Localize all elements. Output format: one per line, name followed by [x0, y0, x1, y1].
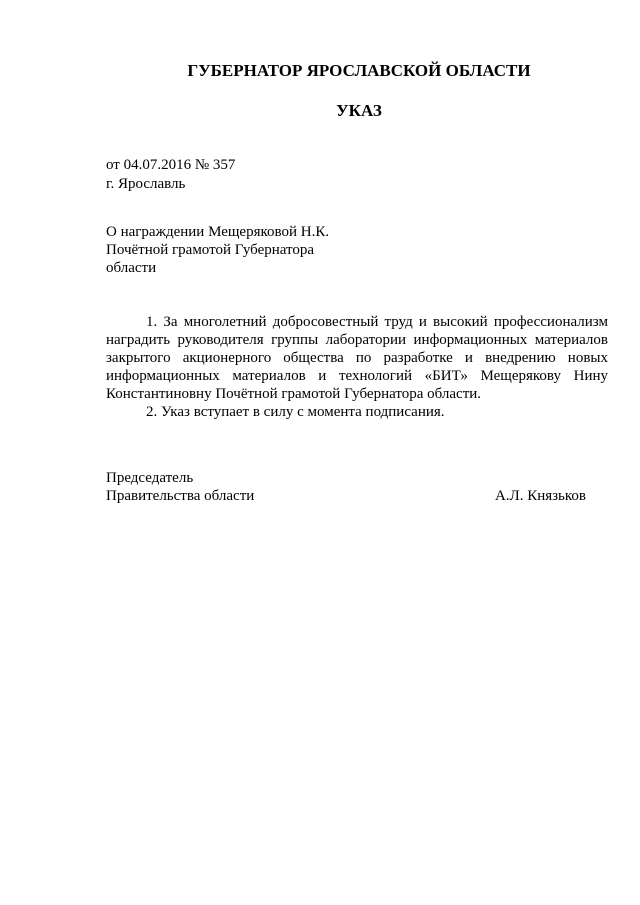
subject-line: Почётной грамотой Губернатора: [106, 242, 315, 258]
signatory-name: А.Л. Князьков: [494, 488, 586, 504]
decree-paragraph-1: 1. За многолетний добросовестный труд и высокий профессионализм наградить руководителя группы лаборатории информационных материалов закрытого акционерного общества по разработке и внедрению новых информационных материалов и технологий «БИТ» Мещерякову Нину Константиновну Почётной грамотой Губернатора области.: [106, 314, 608, 402]
city: г. Ярославль: [106, 176, 186, 192]
signatory-position-line1: Председатель: [106, 470, 194, 486]
subject-line: О награждении Мещеряковой Н.К.: [106, 224, 330, 240]
signature-row: [106, 487, 586, 505]
document-type-heading: УКАЗ: [336, 101, 382, 120]
subject-line: области: [106, 260, 157, 276]
decree-paragraph-2: 2. Указ вступает в силу с момента подписания.: [146, 404, 445, 420]
signature-block: [106, 469, 586, 505]
subject-block: [106, 223, 366, 277]
date-and-number: от 04.07.2016 № 357: [106, 157, 236, 173]
signatory-position-line2: Правительства области: [106, 488, 255, 504]
document-authority-heading: ГУБЕРНАТОР ЯРОСЛАВСКОЙ ОБЛАСТИ: [187, 61, 531, 80]
decree-body: [106, 313, 608, 421]
